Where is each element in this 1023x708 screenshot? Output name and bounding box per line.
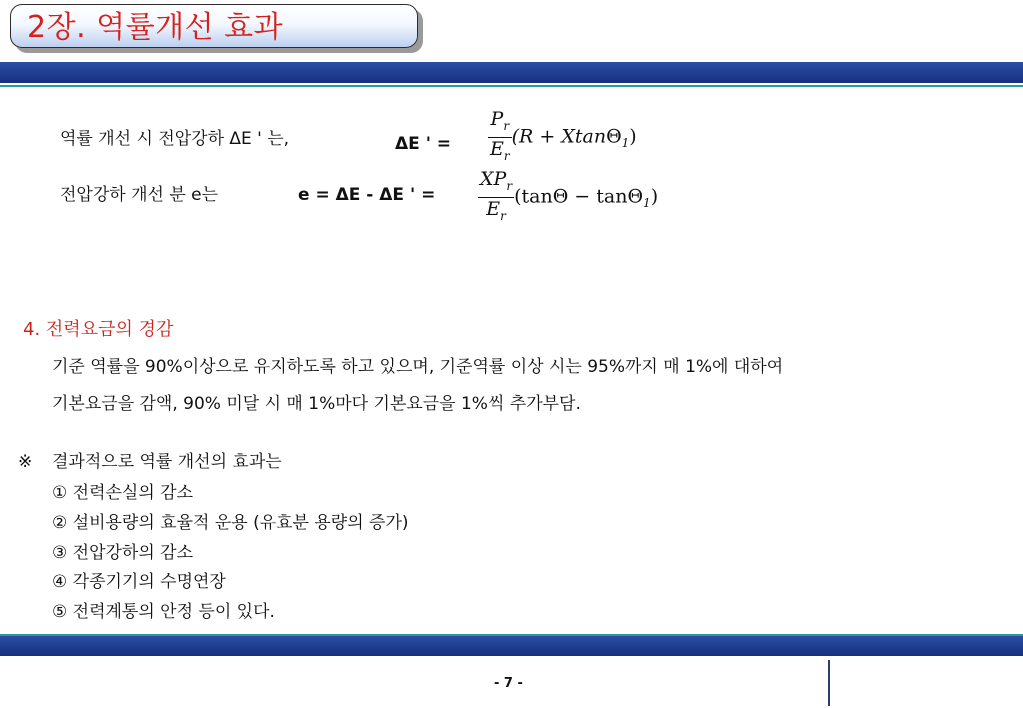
summary-item-4: ④ 각종기기의 수명연장 [52,572,226,592]
footer-band [0,636,1023,656]
summary-item-5: ⑤ 전력계통의 안정 등이 있다. [52,602,275,622]
formula1-description: 역률 개선 시 전압강하 ΔE ' 는, [60,129,290,149]
reference-mark-icon: ※ [18,452,33,472]
formula2-label: e = ΔE - ΔE ' = [298,185,436,205]
formula1-expression: $\frac{P_r}{E_r}$ (R + XtanΘ$_1$) [488,108,637,167]
page-number: - 7 - [494,676,523,691]
summary-item-3: ③ 전압강하의 감소 [52,543,194,563]
summary-intro: 결과적으로 역률 개선의 효과는 [52,452,282,472]
formula2-fraction: $\frac{XP_r}{E_r}$ [480,168,513,223]
summary-item-1: ① 전력손실의 감소 [52,483,194,503]
formula2-expression: $\frac{XP_r}{E_r}$ (tanΘ − tanΘ$_1$) [478,168,658,227]
formula2-description: 전압강하 개선 분 e는 [60,185,219,205]
formula1-label: ΔE ' = [395,134,452,154]
summary-item-2: ② 설비용량의 효율적 운용 (유효분 용량의 증가) [52,513,409,533]
section-heading: 4. 전력요금의 경감 [23,319,174,340]
header-band-accent-line [0,85,1023,87]
footer-divider [828,660,830,706]
header-band [0,62,1023,83]
title-box [10,4,418,48]
section-line-1: 기준 역률을 90%이상으로 유지하도록 하고 있으며, 기준역률 이상 시는 95%까지 매 1%에 대하여 [52,357,784,377]
section-line-2: 기본요금을 감액, 90% 미달 시 매 1%마다 기본요금을 1%씩 추가부담. [52,394,581,414]
formula1-fraction: $\frac{P_r}{E_r}$ [490,108,510,163]
page-title: 2장. 역률개선 효과 [27,10,284,45]
